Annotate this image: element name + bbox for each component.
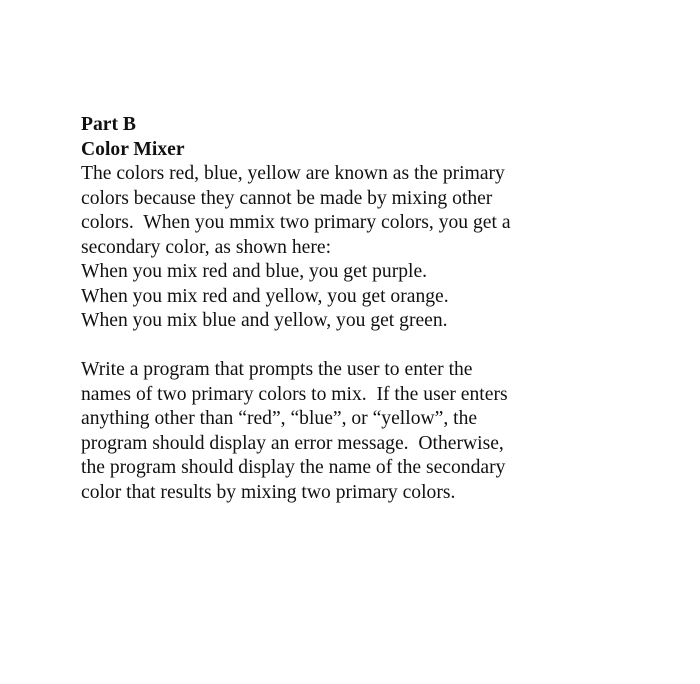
task-paragraph — [81, 358, 641, 505]
mix-rule-purple: When you mix red and blue, you get purple. — [81, 261, 428, 282]
paragraph-line: colors because they cannot be made by mixing other — [81, 187, 493, 209]
paragraph-line: The colors red, blue, yellow are known as the primary — [81, 163, 505, 184]
paragraph-line: color that results by mixing two primary colors. — [81, 481, 456, 503]
paragraph-line: Write a program that prompts the user to enter the — [81, 359, 473, 380]
mix-rule-orange: When you mix red and yellow, you get orange. — [81, 285, 449, 307]
part-heading: Part B — [81, 114, 136, 135]
intro-paragraph — [81, 162, 641, 334]
paragraph-line: colors. When you mmix two primary colors, you get a — [81, 212, 511, 233]
paragraph-line: secondary color, as shown here: — [81, 236, 332, 258]
section-title: Color Mixer — [81, 138, 185, 160]
document-page — [81, 113, 641, 505]
paragraph-line: names of two primary colors to mix. If the user enters — [81, 383, 508, 405]
mix-rule-green: When you mix blue and yellow, you get green. — [81, 310, 448, 331]
paragraph-line: program should display an error message. Otherwise, — [81, 432, 504, 454]
paragraph-spacer — [81, 334, 641, 359]
paragraph-line: anything other than “red”, “blue”, or “yellow”, the — [81, 408, 478, 429]
paragraph-line: the program should display the name of the secondary — [81, 457, 506, 478]
